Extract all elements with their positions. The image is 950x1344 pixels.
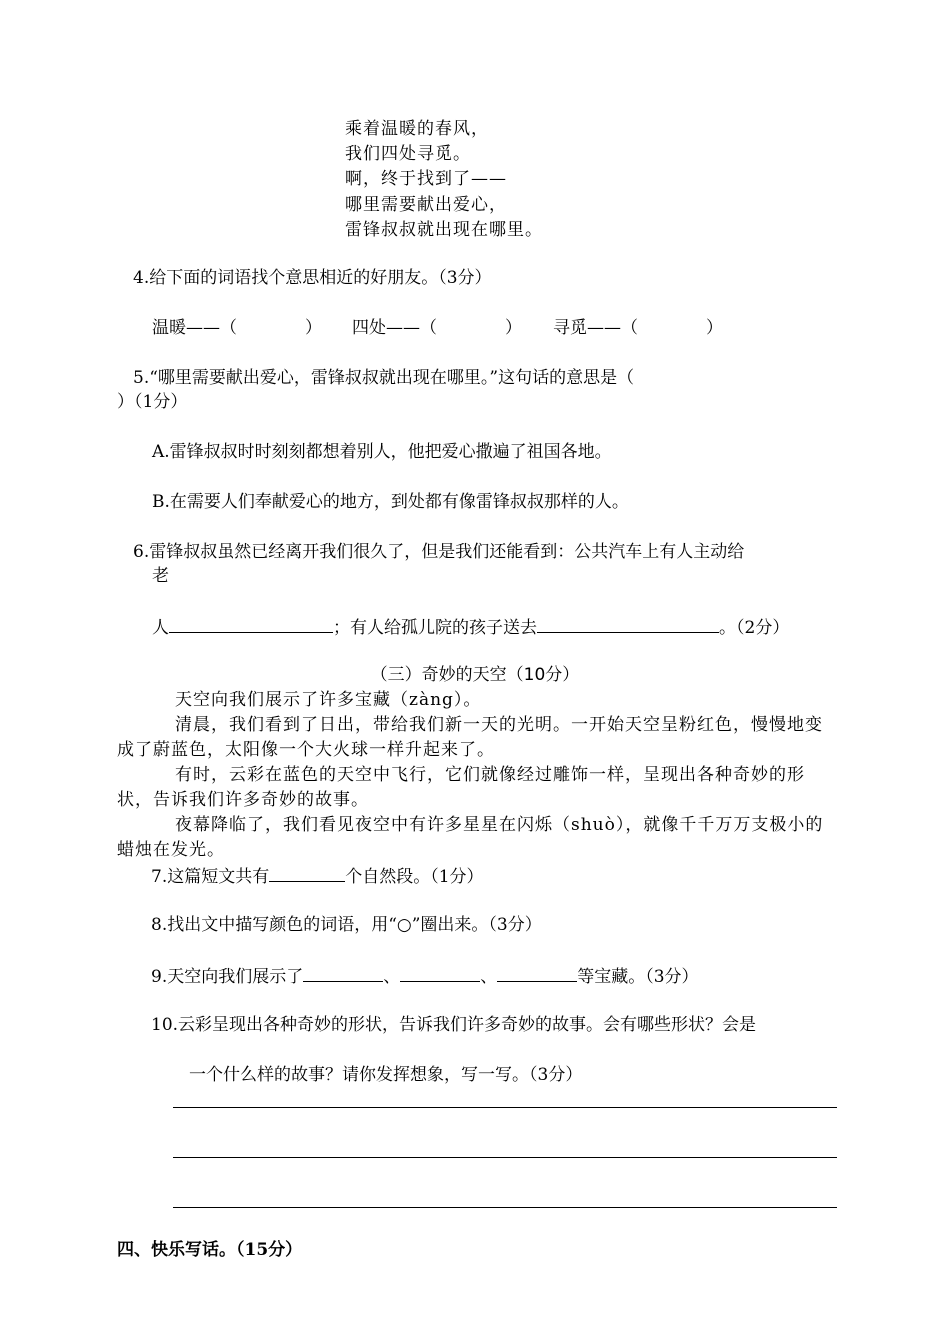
question-10-line1: 10.云彩呈现出各种奇妙的形状，告诉我们许多奇妙的故事。会有哪些形状？会是 [151, 1015, 757, 1035]
question-5-prompt-cont: ）（1分） [117, 392, 188, 412]
question-7: 7.这篇短文共有 个自然段。（1分） [151, 863, 484, 889]
poem-line: 乘着温暖的春风， [345, 119, 489, 139]
answer-line[interactable] [173, 1207, 837, 1208]
passage-paragraph-4: 夜幕降临了，我们看见夜空中有许多星星在闪烁（shuò），就像千千万万支极小的蜡烛在发光。 [117, 815, 824, 860]
question-6-line2: 老 [152, 566, 169, 586]
poem-line: 雷锋叔叔就出现在哪里。 [345, 220, 543, 240]
q4-item-2: 四处——（ ） [352, 318, 522, 338]
q4-word: 寻觅——（ [553, 318, 638, 338]
poem-line: 哪里需要献出爱心， [345, 195, 507, 215]
q9-answer-blank-2[interactable] [400, 963, 480, 982]
passage-paragraph-3: 有时，云彩在蓝色的天空中飞行，它们就像经过雕饰一样，呈现出各种奇妙的形状，告诉我们许多奇妙的故事。 [117, 765, 805, 810]
question-8: 8.找出文中描写颜色的词语，用“○”圈出来。（3分） [151, 915, 542, 935]
poem-line: 我们四处寻觅。 [345, 144, 471, 164]
q7-answer-blank[interactable] [269, 863, 345, 882]
q9-answer-blank-1[interactable] [303, 963, 383, 982]
q9-answer-blank-3[interactable] [497, 963, 577, 982]
question-4-prompt: 4.给下面的词语找个意思相近的好朋友。（3分） [133, 268, 492, 288]
question-6-line3: 人 ；有人给孤儿院的孩子送去 。（2分） [152, 614, 789, 640]
question-10-line2: 一个什么样的故事？请你发挥想象，写一写。（3分） [189, 1065, 583, 1085]
answer-line[interactable] [173, 1157, 837, 1158]
answer-line[interactable] [173, 1107, 837, 1108]
question-6-line1: 6.雷锋叔叔虽然已经离开我们很久了，但是我们还能看到：公共汽车上有人主动给 [133, 542, 745, 562]
q6-answer-blank-2[interactable] [537, 614, 719, 633]
q6-answer-blank-1[interactable] [169, 614, 333, 633]
section-4-title: 四、快乐写话。（15分） [117, 1240, 303, 1260]
section-3-title: （三）奇妙的天空（10分） [370, 665, 580, 685]
q5-option-a[interactable]: A.雷锋叔叔时时刻刻都想着别人，他把爱心撒遍了祖国各地。 [152, 442, 612, 462]
passage-paragraph-2: 清晨，我们看到了日出，带给我们新一天的光明。一开始天空呈粉红色，慢慢地变成了蔚蓝色，太阳像一个大火球一样升起来了。 [117, 715, 823, 760]
passage-paragraph-1: 天空向我们展示了许多宝藏（zàng）。 [175, 690, 482, 710]
question-5-prompt: 5.“哪里需要献出爱心，雷锋叔叔就出现在哪里。”这句话的意思是（ [133, 368, 635, 388]
q4-word: 四处——（ [352, 318, 437, 338]
q4-item-1: 温暖——（ ） [152, 318, 322, 338]
poem-line: 啊，终于找到了—— [345, 169, 507, 189]
q5-option-b[interactable]: B.在需要人们奉献爱心的地方，到处都有像雷锋叔叔那样的人。 [152, 492, 629, 512]
question-9: 9.天空向我们展示了 、 、 等宝藏。（3分） [151, 963, 699, 989]
q4-item-3: 寻觅——（ ） [553, 318, 723, 338]
q4-word: 温暖——（ [152, 318, 237, 338]
